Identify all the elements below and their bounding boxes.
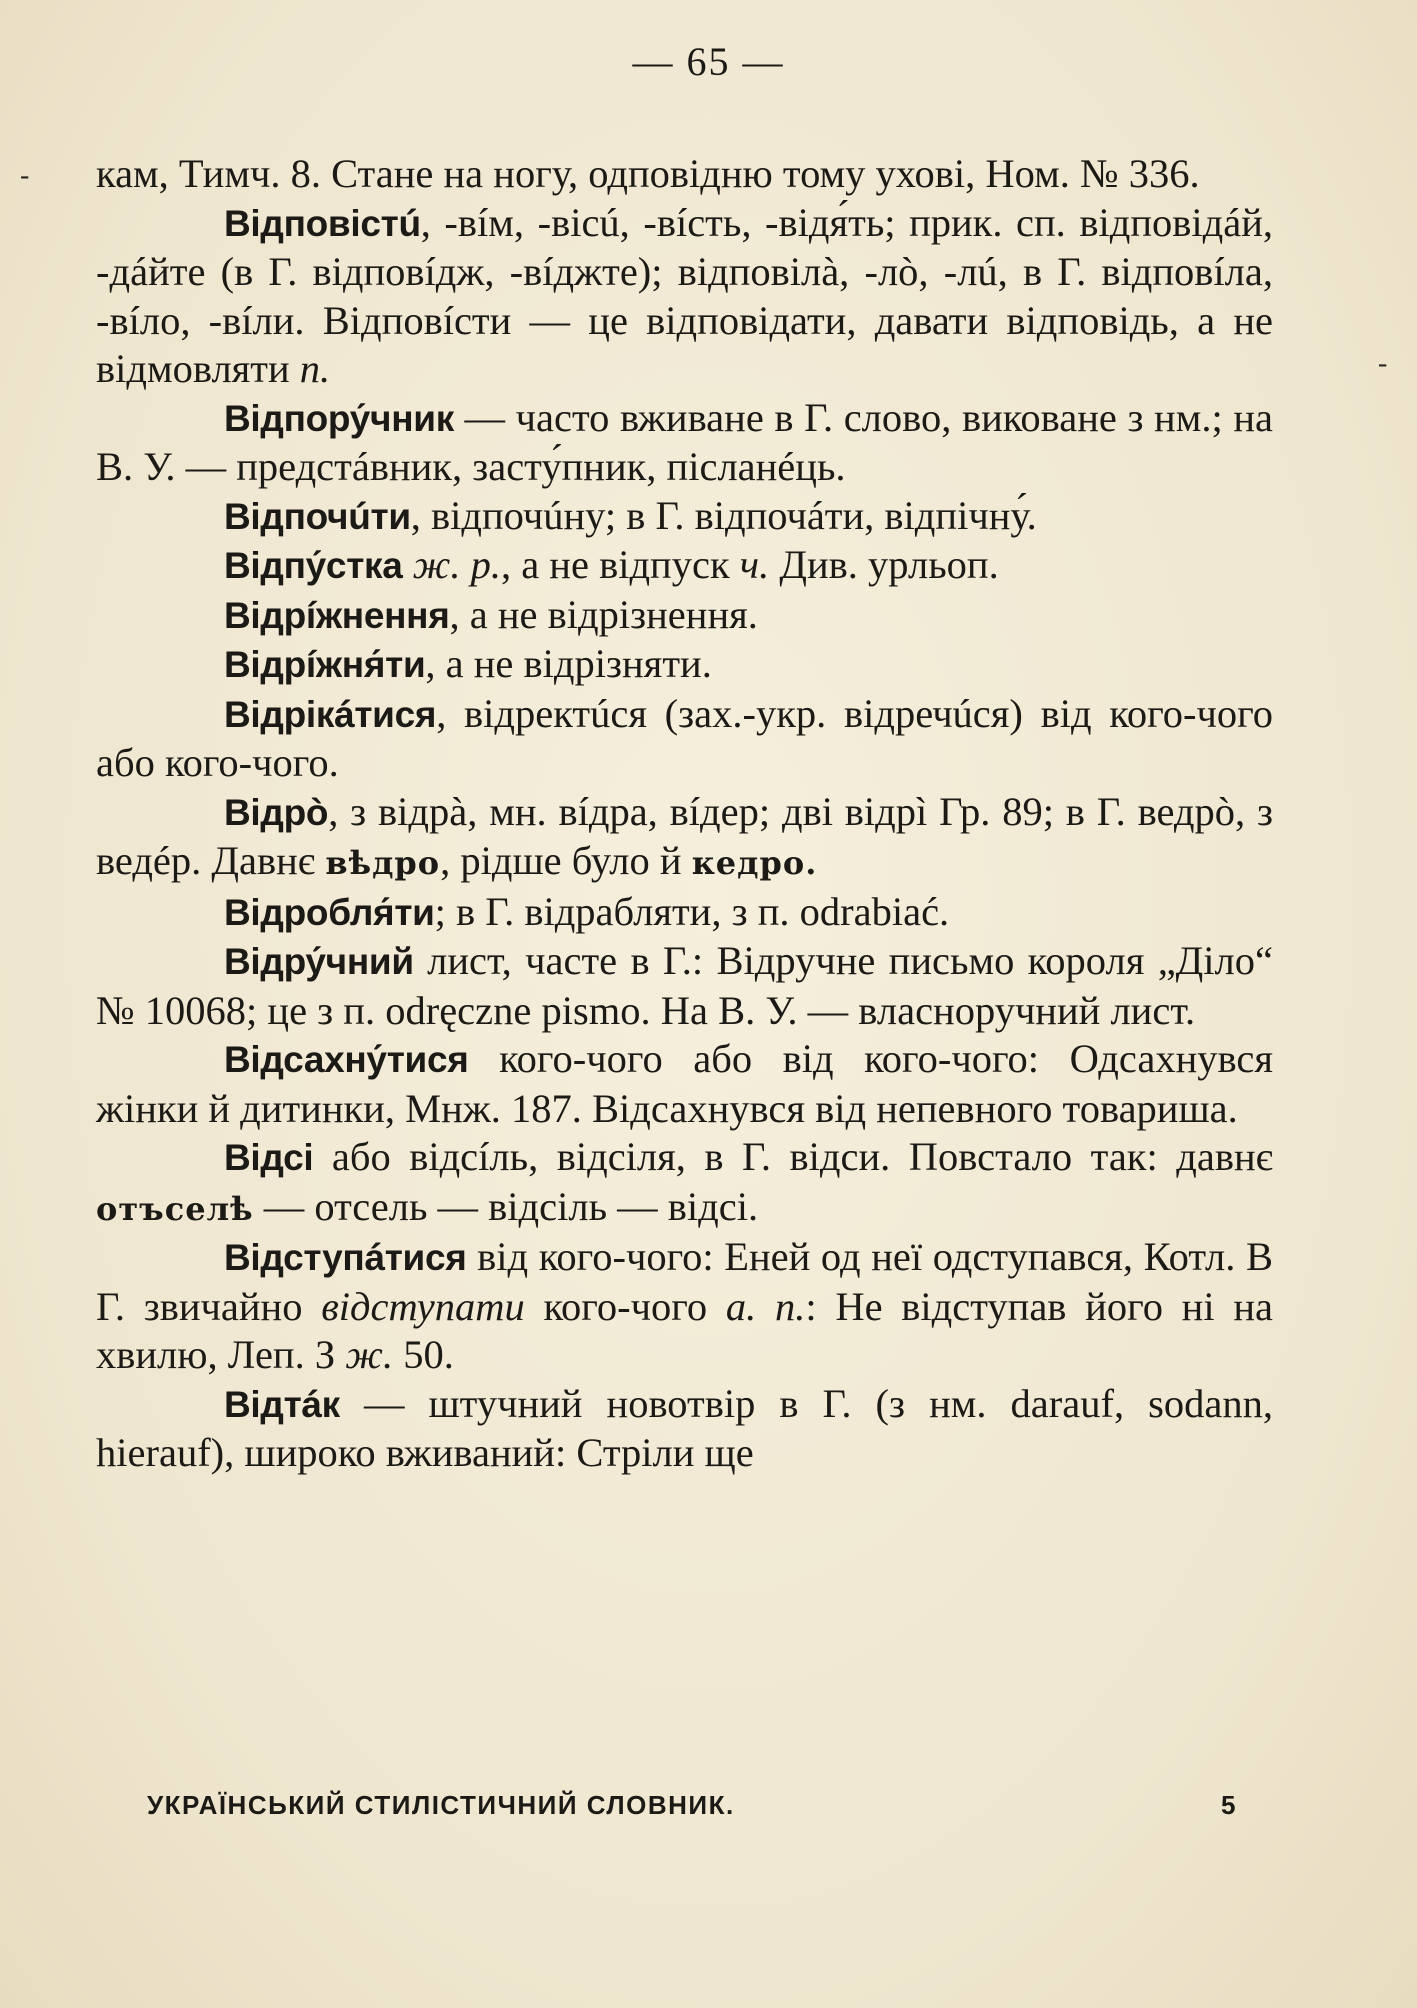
entry-text: , -вíм, -вісú, -вíсть, -відя́ть; прик. сп. відповідáй, -дáйте (в Г. відповíдж, -вíджте); відповілà, -лò, -лú, в Г. відповíла, -вíло, -вíли. Відповíсти — це відповідати, давати відповідь, а не відмовляти xyxy=(96,199,1273,391)
entry-text: кого-чого або від кого-чого: Одсахнувся жінки й дитинки, Мнж. 187. Відсахнувся від непевного товариша. xyxy=(96,1036,1273,1131)
margin-mark: - xyxy=(20,160,30,191)
headword: Відрò xyxy=(224,791,329,833)
entry-text: — отсель — відсіль — відсі. xyxy=(253,1183,759,1229)
headword: Відсі xyxy=(224,1137,314,1178)
dictionary-entry xyxy=(96,591,1273,641)
headword: Відрікáтися xyxy=(224,693,437,735)
entry-text: 50. xyxy=(393,1332,454,1377)
entry-text xyxy=(403,542,413,587)
headword: Відрíжнення xyxy=(224,594,450,636)
dictionary-entry xyxy=(96,1233,1273,1380)
headword: Відступáтися xyxy=(224,1237,467,1278)
signature-mark: 5 xyxy=(1221,1790,1237,1820)
entry-text: , а не відрізняти. xyxy=(425,641,712,686)
entry-text: — часто вживане в Г. слово, виковане з нм.; на В. У. — предстáвник, засту́пник, післанéць. xyxy=(96,394,1273,489)
headword: Відпу́стка xyxy=(224,545,403,586)
italic-abbreviation: п. xyxy=(299,346,331,391)
headword: Відтáк xyxy=(224,1383,340,1425)
dictionary-entry xyxy=(96,690,1273,788)
entry-text: , з відрà, мн. вíдра, вíдер; дві відрì Гр. 89; в Г. ведрò, з ведéр. Давнє xyxy=(96,788,1273,883)
entry-text: кам, Тимч. 8. Стане на ногу, одповідню тому ухові, Ном. № 336. xyxy=(96,151,1200,196)
dictionary-entry xyxy=(96,199,1273,394)
headword: Відсахну́тися xyxy=(224,1039,469,1080)
old-slavonic-form: вѣдро xyxy=(325,844,441,882)
dictionary-entry xyxy=(96,1380,1273,1478)
headword: Відпору́чник xyxy=(224,397,454,439)
continued-paragraph xyxy=(96,150,1273,199)
margin-mark: - xyxy=(1378,348,1388,379)
page-number: — 65 — xyxy=(632,39,785,84)
entry-text: , а не відпуск xyxy=(500,542,740,587)
italic-abbreviation: а. п. xyxy=(725,1283,806,1329)
dictionary-entries xyxy=(96,150,1273,1478)
entry-text: — штучний новотвір в Г. (з нм. darauf, sodann, hierauf), широко вживаний: Стріли ще xyxy=(96,1380,1273,1475)
dictionary-entry xyxy=(96,640,1273,690)
entry-text: , відректúся (зах.-укр. відречúся) від кого-чого або кого-чого. xyxy=(96,690,1273,785)
footer-book-title: УКРАЇНСЬКИЙ СТИЛІСТИЧНИЙ СЛОВНИК. xyxy=(147,1790,735,1820)
entry-text: ; в Г. відрабляти, з п. odrabiać. xyxy=(434,888,950,934)
old-slavonic-form: отъселѣ xyxy=(96,1189,254,1228)
dictionary-entry xyxy=(96,1133,1273,1233)
dictionary-entry xyxy=(96,492,1273,542)
dictionary-entry xyxy=(96,888,1273,938)
entry-text: : Не відступав його ні на хвилю, Леп. З xyxy=(96,1283,1273,1377)
headword: Відробля́ти xyxy=(224,891,435,933)
entry-text: , а не відрізнення. xyxy=(449,591,758,637)
entry-text: кого-чого xyxy=(524,1283,726,1329)
headword: Відрíжня́ти xyxy=(224,644,426,685)
entry-text: лист, часте в Г.: Відручне письмо короля „Діло“ № 10068; це з п. odręczne pismo. На В. У. — власноручний лист. xyxy=(96,938,1273,1033)
dictionary-entry xyxy=(96,394,1273,492)
entry-text: Див. урльоп. xyxy=(769,542,999,587)
dictionary-entry xyxy=(96,937,1273,1035)
headword: Відпочúти xyxy=(224,495,411,537)
entry-text: або відсíль, відсіля, в Г. відси. Повстало так: давнє xyxy=(313,1134,1273,1179)
italic-abbreviation: ч. xyxy=(739,542,770,587)
old-slavonic-form: кедро. xyxy=(691,844,818,882)
italic-abbreviation: ж. р. xyxy=(412,542,501,587)
entry-text: , відпочúну; в Г. відпочáти, відпічну́. xyxy=(410,492,1037,538)
headword: Відповістú xyxy=(224,202,421,244)
dictionary-entry xyxy=(96,788,1273,888)
dictionary-entry xyxy=(96,541,1273,591)
headword: Відру́чний xyxy=(224,941,414,982)
entry-text: від кого-чого: Еней од неї одступався, Котл. В Г. звичайно xyxy=(96,1234,1273,1329)
entry-text: , рідше було й xyxy=(440,838,692,883)
italic-abbreviation: ж. xyxy=(345,1332,394,1377)
italic-abbreviation: відступати xyxy=(321,1283,525,1329)
dictionary-entry xyxy=(96,1035,1273,1133)
page-footer xyxy=(147,1790,1237,1821)
